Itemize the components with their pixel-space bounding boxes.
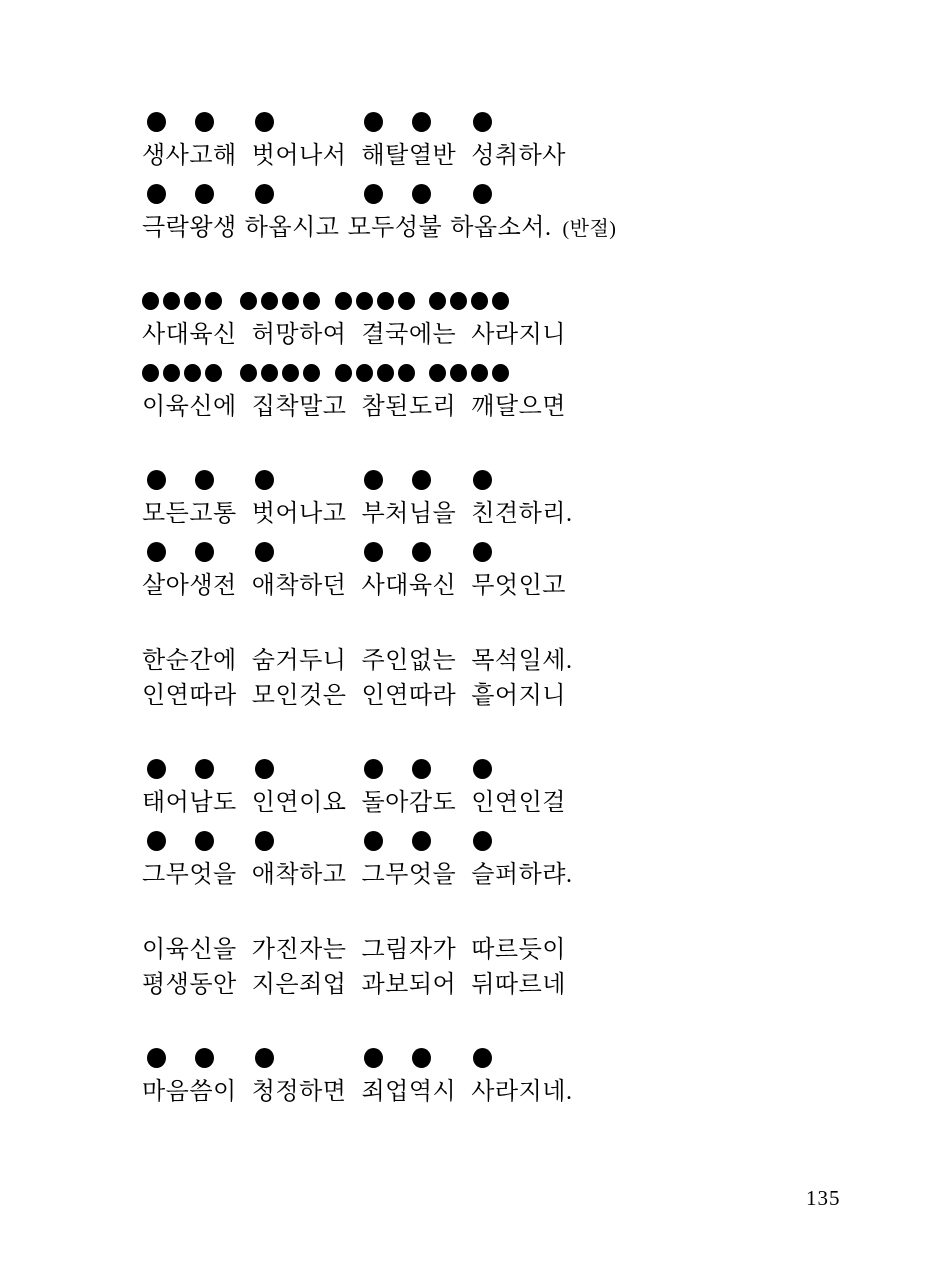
beat-dot: [364, 1048, 383, 1068]
verse-word: 참된도리: [361, 394, 457, 420]
beat-dot: [195, 112, 214, 132]
beat-dot: [195, 184, 214, 204]
beat-dot: [147, 470, 166, 490]
beat-dot: [282, 364, 299, 382]
beat-row: [142, 291, 616, 311]
beat-dot: [473, 470, 492, 490]
beat-dot: [184, 292, 201, 310]
beat-dot: [335, 364, 352, 382]
beat-row: [142, 363, 616, 383]
beat-row: [142, 831, 616, 851]
verse-word: 청정하면: [251, 1079, 347, 1105]
verse-word: 벗어나서: [251, 143, 347, 169]
beat-dot: [412, 184, 431, 204]
beat-dot: [147, 542, 166, 562]
beat-dot: [240, 364, 257, 382]
beat-dot: [398, 292, 415, 310]
beat-dot: [364, 542, 383, 562]
verse-line: [142, 502, 616, 527]
beat-dot: [240, 292, 257, 310]
beat-dot: [364, 759, 383, 779]
verse-word: 슬퍼하랴.: [471, 862, 573, 888]
verse-word: 모든고통: [142, 501, 237, 527]
beat-row: [142, 184, 616, 204]
beat-dot: [377, 364, 394, 382]
beat-dot: [205, 292, 222, 310]
verse-word: 마음씀이: [142, 1079, 237, 1105]
verse-word: 성취하사: [471, 143, 566, 169]
verse-word: 따르듯이: [471, 937, 566, 963]
beat-dot: [492, 364, 509, 382]
stanza: [142, 1048, 616, 1115]
verse-word: 부처님을: [361, 501, 457, 527]
verse-word: 극락왕생: [142, 215, 237, 241]
verse-word: 집착말고: [251, 394, 347, 420]
stanza: [142, 112, 616, 251]
verse-word: 그무엇을: [142, 862, 237, 888]
verse-word: 목석일세.: [471, 648, 573, 674]
verse-word: 이육신에: [142, 394, 237, 420]
beat-dot: [473, 831, 492, 851]
verse-word: 평생동안: [142, 972, 237, 998]
beat-dot: [412, 542, 431, 562]
verse-word: 이육신을: [142, 937, 237, 963]
beat-row: [142, 112, 616, 132]
stanza: [142, 938, 616, 1008]
beat-dot: [282, 292, 299, 310]
beat-dot: [195, 759, 214, 779]
beat-dot: [356, 292, 373, 310]
verse-word: 해탈열반: [361, 143, 457, 169]
verse-word: 죄업역시: [361, 1079, 457, 1105]
beat-dot: [261, 292, 278, 310]
beat-dot: [356, 364, 373, 382]
verse-word: 태어남도: [142, 790, 237, 816]
beat-dot: [142, 292, 159, 310]
beat-row: [142, 470, 616, 490]
beat-dot: [195, 831, 214, 851]
verse-word: 살아생전: [142, 573, 237, 599]
beat-dot: [147, 1048, 166, 1068]
stanza: [142, 470, 616, 609]
beat-row: [142, 542, 616, 562]
beat-dot: [147, 831, 166, 851]
beat-dot: [364, 831, 383, 851]
beat-dot: [255, 759, 274, 779]
verse-line: [142, 649, 616, 674]
beat-dot: [364, 470, 383, 490]
beat-dot: [473, 759, 492, 779]
beat-dot: [471, 292, 488, 310]
verse-line: [142, 574, 616, 599]
beat-dot: [255, 542, 274, 562]
beat-dot: [364, 184, 383, 204]
stanza: [142, 759, 616, 898]
verse-word: 벗어나고: [251, 501, 347, 527]
beat-dot: [450, 292, 467, 310]
beat-dot: [195, 470, 214, 490]
beat-dot: [412, 831, 431, 851]
verse-word: 허망하여: [251, 322, 347, 348]
beat-dot: [412, 759, 431, 779]
beat-dot: [473, 542, 492, 562]
beat-dot: [255, 470, 274, 490]
beat-dot: [147, 184, 166, 204]
verse-word: 애착하던: [251, 573, 347, 599]
beat-dot: [255, 184, 274, 204]
verse-word: 모두성불: [347, 215, 443, 241]
beat-dot: [429, 364, 446, 382]
beat-dot: [195, 542, 214, 562]
verse-word: 사라지네.: [471, 1079, 573, 1105]
verse-line: [142, 216, 616, 241]
verse-word: 한순간에: [142, 648, 237, 674]
verse-word: 인연인걸: [471, 790, 566, 816]
verse-word: 그무엇을: [361, 862, 457, 888]
verse-word: 흩어지니: [471, 683, 566, 709]
beat-dot: [255, 112, 274, 132]
verse-line: [142, 395, 616, 420]
beat-dot: [473, 112, 492, 132]
verse-word: 하옵소서.: [450, 215, 552, 241]
stanza: [142, 291, 616, 430]
beat-dot: [412, 1048, 431, 1068]
beat-dot: [261, 364, 278, 382]
verse-line: [142, 1080, 616, 1105]
verse-word: 가진자는: [251, 937, 347, 963]
verse-line: [142, 323, 616, 348]
page-number: 135: [806, 1186, 841, 1210]
verse-line: [142, 791, 616, 816]
verse-word: 주인없는: [361, 648, 457, 674]
verse-word: 결국에는: [361, 322, 457, 348]
verse-line: [142, 938, 616, 963]
verse-line: [142, 863, 616, 888]
beat-dot: [364, 112, 383, 132]
verse-line: [142, 973, 616, 998]
verse-word: 애착하고: [251, 862, 347, 888]
verse-line: [142, 144, 616, 169]
beat-dot: [255, 831, 274, 851]
beat-dot: [473, 1048, 492, 1068]
beat-dot: [255, 1048, 274, 1068]
verse-word: 깨달으면: [471, 394, 566, 420]
verse-word: 사대육신: [142, 322, 237, 348]
beat-dot: [471, 364, 488, 382]
verse-word: 사대육신: [361, 573, 457, 599]
beat-dot: [303, 292, 320, 310]
beat-dot: [335, 292, 352, 310]
verse-word: 하옵시고: [244, 215, 340, 241]
beat-dot: [205, 364, 222, 382]
beat-dot: [184, 364, 201, 382]
verse-word: 뒤따르네: [471, 972, 566, 998]
beat-dot: [163, 364, 180, 382]
beat-dot: [429, 292, 446, 310]
verse-content: [142, 112, 616, 1155]
verse-word: 숨거두니: [251, 648, 347, 674]
beat-row: [142, 759, 616, 779]
beat-dot: [450, 364, 467, 382]
beat-dot: [398, 364, 415, 382]
verse-word: 지은죄업: [251, 972, 347, 998]
verse-annotation: (반절): [562, 218, 617, 240]
verse-line: [142, 684, 616, 709]
verse-word: 그림자가: [361, 937, 457, 963]
beat-dot: [303, 364, 320, 382]
verse-word: 인연따라: [142, 683, 237, 709]
verse-word: 생사고해: [142, 143, 237, 169]
verse-word: 인연따라: [361, 683, 457, 709]
beat-dot: [377, 292, 394, 310]
beat-dot: [492, 292, 509, 310]
verse-word: 모인것은: [251, 683, 347, 709]
beat-dot: [195, 1048, 214, 1068]
beat-dot: [142, 364, 159, 382]
stanza: [142, 649, 616, 719]
beat-dot: [147, 759, 166, 779]
verse-word: 과보되어: [361, 972, 457, 998]
verse-word: 인연이요: [251, 790, 347, 816]
verse-word: 무엇인고: [471, 573, 566, 599]
beat-dot: [163, 292, 180, 310]
verse-word: 돌아감도: [361, 790, 457, 816]
beat-dot: [412, 470, 431, 490]
beat-dot: [412, 112, 431, 132]
verse-word: 사라지니: [471, 322, 566, 348]
beat-dot: [473, 184, 492, 204]
beat-row: [142, 1048, 616, 1068]
beat-dot: [147, 112, 166, 132]
verse-word: 친견하리.: [471, 501, 573, 527]
